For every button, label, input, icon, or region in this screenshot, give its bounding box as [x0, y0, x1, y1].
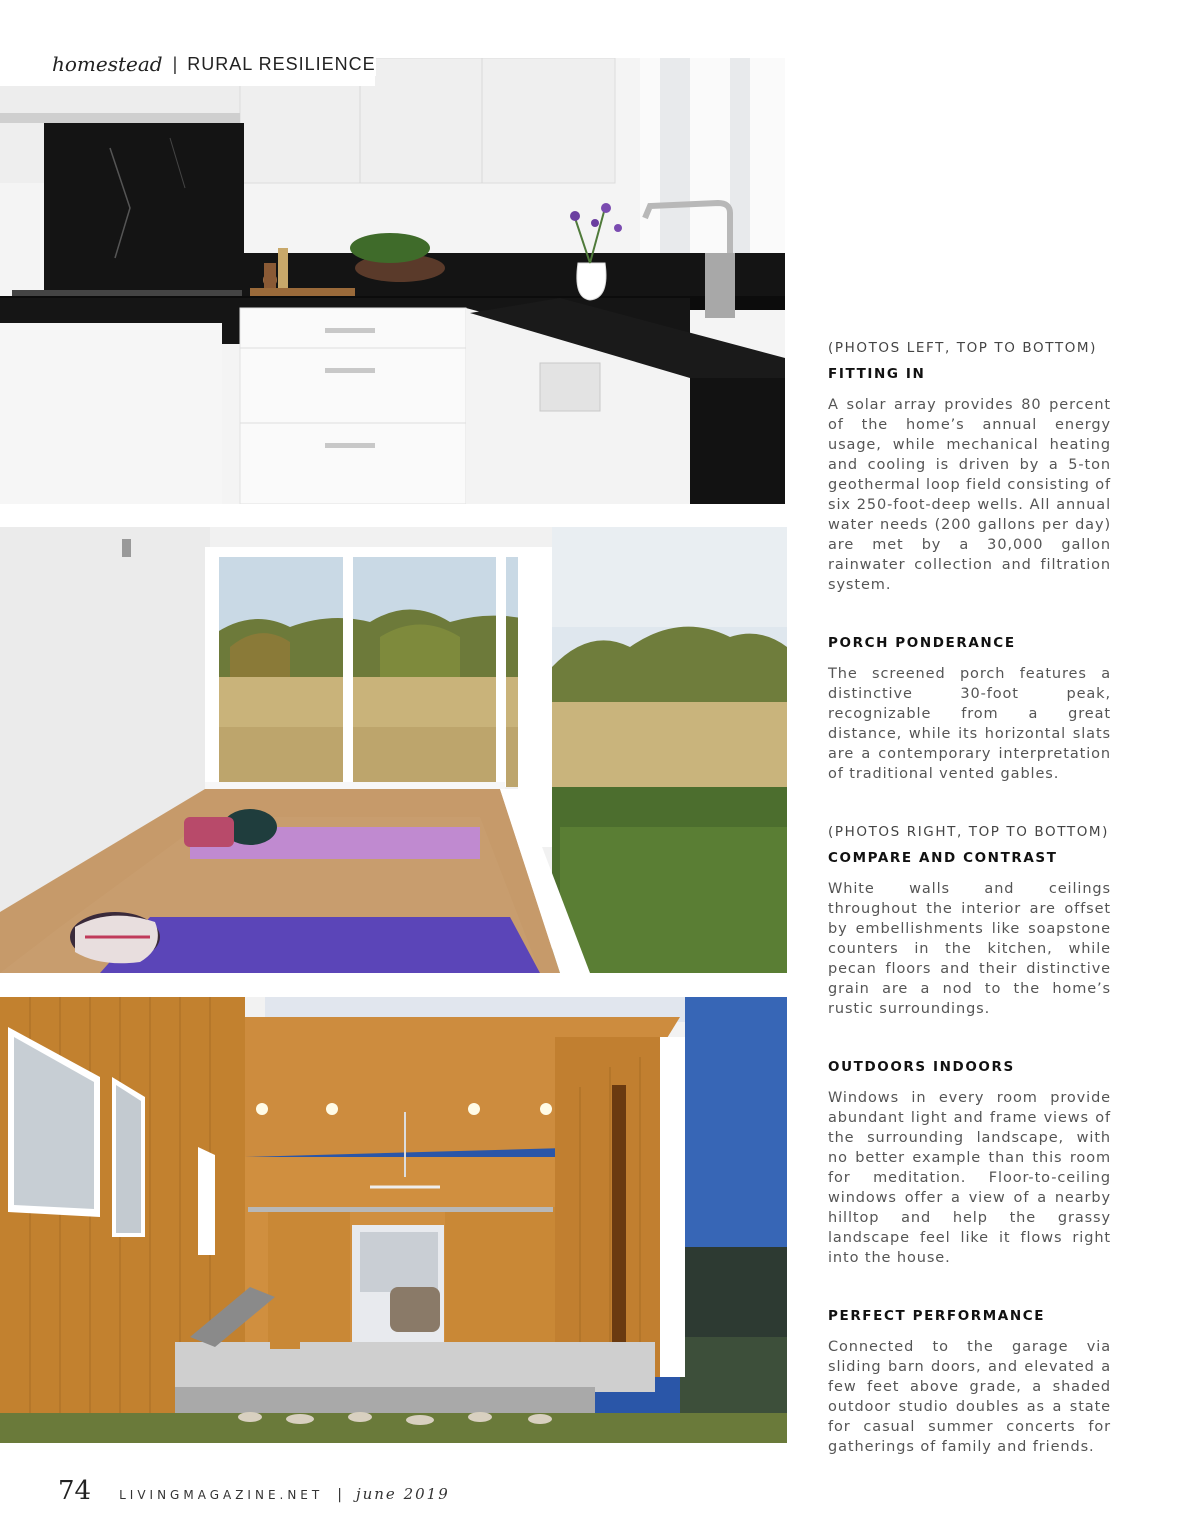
- caption-body: Windows in every room provide abundant light and frame views of the surrounding landscape, with no better example than this room for meditation. Floor-to-ceiling windows offer a view of a nearby hilltop and help the grassy landscape feel like it flows right into the house.: [828, 1090, 1111, 1266]
- caption-body: Connected to the garage via sliding barn doors, and elevated a few feet above grade, a shaded outdoor studio doubles as a state for casual summer concerts for gatherings of family and friends.: [828, 1339, 1111, 1455]
- caption-fitting-in: [828, 366, 1111, 595]
- header-separator: |: [172, 53, 178, 74]
- caption-title: PERFECT PERFORMANCE: [828, 1308, 1046, 1324]
- page-number: 74: [58, 1476, 92, 1506]
- caption-sidebar: [828, 340, 1111, 1497]
- caption-body: A solar array provides 80 percent of the home’s annual energy usage, while mechanical heating and cooling is driven by a 5-ton geothermal loop field consisting of six 250-foot-deep wells. All annual water needs (200 gallons per day) are met by a 30,000 gallon rainwater collection and filtration system.: [828, 397, 1111, 593]
- caption-compare-contrast: [828, 850, 1111, 1019]
- photos-left-label: (PHOTOS LEFT, TOP TO BOTTOM): [828, 340, 1098, 356]
- caption-outdoors-indoors: [828, 1059, 1111, 1268]
- caption-perfect-performance: [828, 1308, 1111, 1457]
- issue-date: june 2019: [355, 1485, 450, 1503]
- caption-title: FITTING IN: [828, 366, 926, 382]
- caption-title: COMPARE AND CONTRAST: [828, 850, 1058, 866]
- caption-body: White walls and ceilings throughout the interior are offset by embellishments like soapstone counters in the kitchen, while pecan floors and their distinctive grain are a nod to the home’s rustic surroundings.: [828, 881, 1111, 1017]
- website-link[interactable]: LIVINGMAGAZINE.NET: [119, 1488, 324, 1502]
- porch-photo: [0, 527, 787, 973]
- page-footer: [58, 1476, 450, 1506]
- outdoor-studio-photo: [0, 997, 787, 1443]
- caption-body: The screened porch features a distinctive 30-foot peak, recognizable from a great distance, while its horizontal slats are a contemporary interpretation of traditional vented gables.: [828, 666, 1111, 782]
- section-header: [52, 52, 376, 76]
- caption-title: PORCH PONDERANCE: [828, 635, 1016, 651]
- photos-right-label: (PHOTOS RIGHT, TOP TO BOTTOM): [828, 824, 1110, 840]
- caption-porch-ponderance: [828, 635, 1111, 784]
- kitchen-photo: [0, 58, 785, 504]
- footer-separator: |: [337, 1487, 342, 1503]
- section-name: homestead: [52, 52, 163, 76]
- section-topic: RURAL RESILIENCE: [187, 53, 376, 74]
- caption-title: OUTDOORS INDOORS: [828, 1059, 1015, 1075]
